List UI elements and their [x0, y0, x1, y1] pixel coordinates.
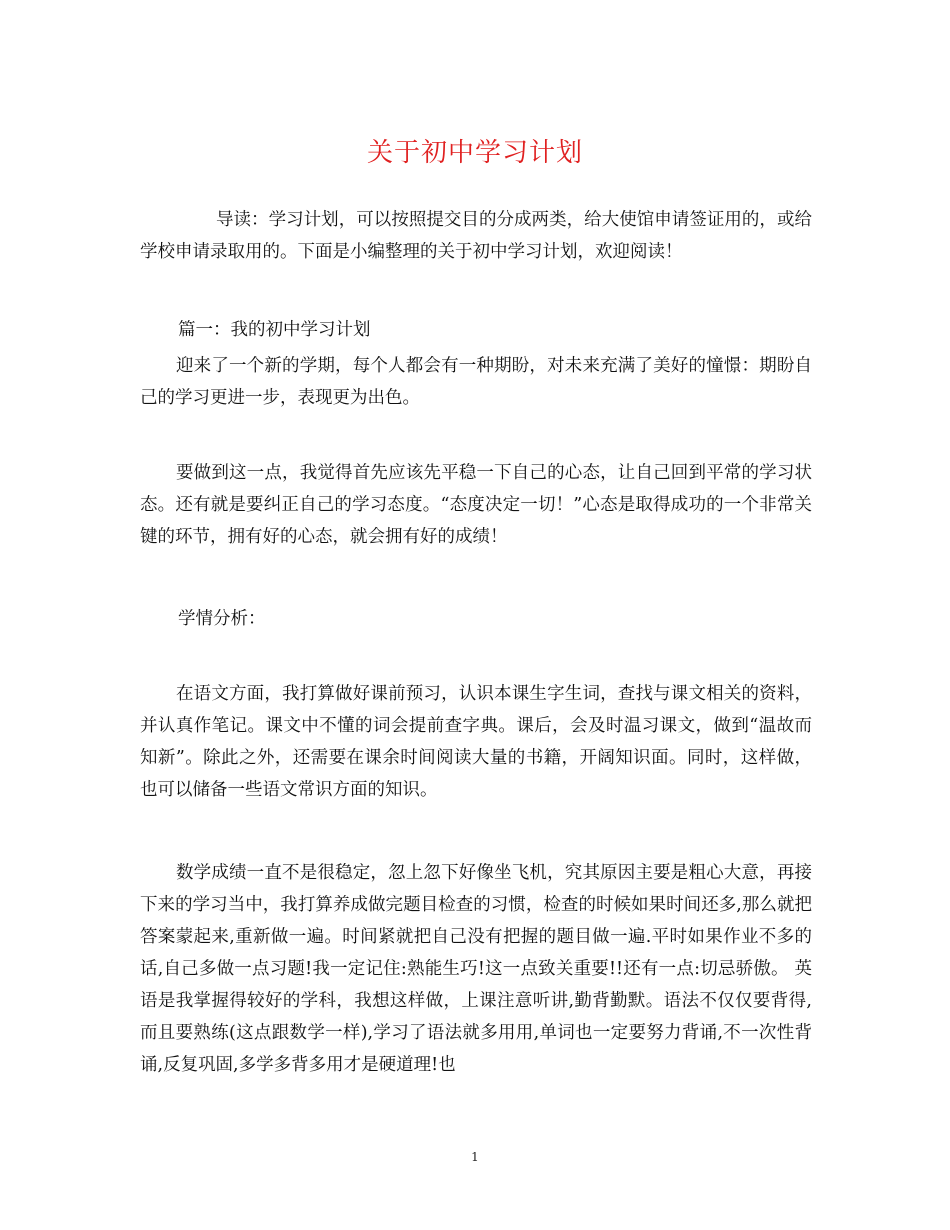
- document-title: 关于初中学习计划: [366, 138, 583, 168]
- body-paragraph-1: 迎来了一个新的学期，每个人都会有一种期盼，对未来充满了美好的憧憬：期盼自己的学习更进一步，表现更为出色。: [140, 356, 812, 408]
- analysis-heading: 学情分析：: [178, 609, 266, 629]
- intro-paragraph: 导读：学习计划，可以按照提交目的分成两类，给大使馆申请签证用的，或给学校申请录取用的。下面是小编整理的关于初中学习计划，欢迎阅读！: [140, 210, 812, 262]
- body-paragraph-4: 数学成绩一直不是很稳定，忽上忽下好像坐飞机，究其原因主要是粗心大意，再接下来的学习当中，我打算养成做完题目检查的习惯，检查的时候如果时间还多,那么就把答案蒙起来,重新做一遍。时间紧就把自己没有把握的题目做一遍.平时如果作业不多的话,自己多做一点习题!我一定记住:熟能生巧!这一点致关重要!!还有一点:切忌骄傲。 英语是我掌握得较好的学科，我想这样做，上课注意听讲,勤背勤默。语法不仅仅要背得,而且要熟练(这点跟数学一样),学习了语法就多用用,单词也一定要努力背诵,不一次性背诵,反复巩固,多学多背多用才是硬道理!也: [140, 863, 812, 1075]
- body-paragraph-2: 要做到这一点，我觉得首先应该先平稳一下自己的心态，让自己回到平常的学习状态。还有就是要纠正自己的学习态度。“态度决定一切！”心态是取得成功的一个非常关键的环节，拥有好的心态，就会拥有好的成绩！: [140, 463, 812, 547]
- page-number: 1: [471, 1150, 479, 1164]
- body-paragraph-3: 在语文方面，我打算做好课前预习，认识本课生字生词，查找与课文相关的资料，并认真作笔记。课文中不懂的词会提前查字典。课后，会及时温习课文，做到“温故而知新”。除此之外，还需要在课余时间阅读大量的书籍，开阔知识面。同时，这样做，也可以储备一些语文常识方面的知识。: [140, 684, 812, 800]
- section-heading: 篇一：我的初中学习计划: [178, 320, 371, 340]
